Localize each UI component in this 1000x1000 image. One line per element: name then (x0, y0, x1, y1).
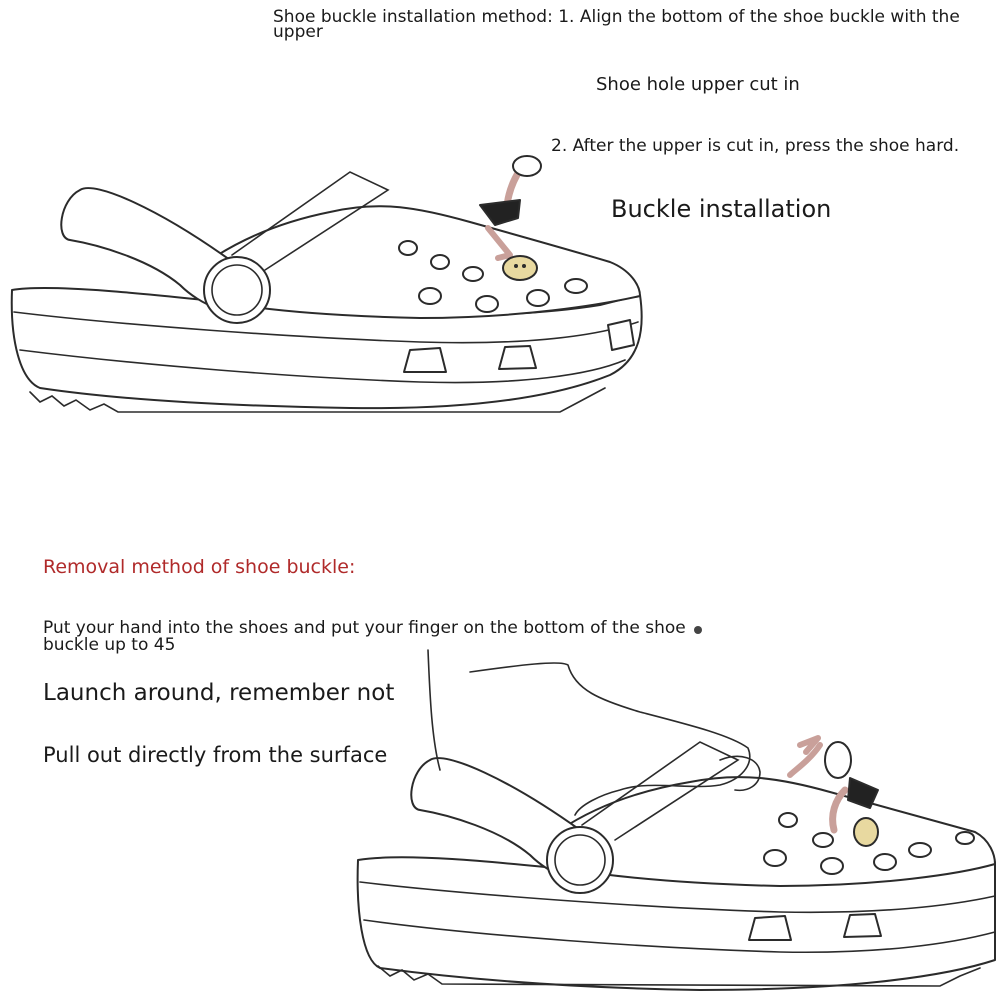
installation-step2-text: 2. After the upper is cut in, press the shoe hard. (551, 136, 960, 156)
removal-instruction: Put your hand into the shoes and put your finger on the bottom of the shoe buckle up to 45 (43, 618, 686, 655)
installation-step1-text: Shoe buckle installation method: 1. Align the bottom of the shoe buckle with the upper (273, 7, 960, 42)
removal-heading: Removal method of shoe buckle: (43, 556, 356, 578)
clog-top (12, 172, 642, 412)
installation-heading: Buckle installation (611, 195, 832, 223)
shoe-hole-label: Shoe hole upper cut in (596, 74, 800, 95)
removal-line-3: Pull out directly from the surface (43, 743, 388, 767)
removal-line-2: Launch around, remember not (43, 680, 395, 706)
clog-bottom (358, 742, 995, 990)
